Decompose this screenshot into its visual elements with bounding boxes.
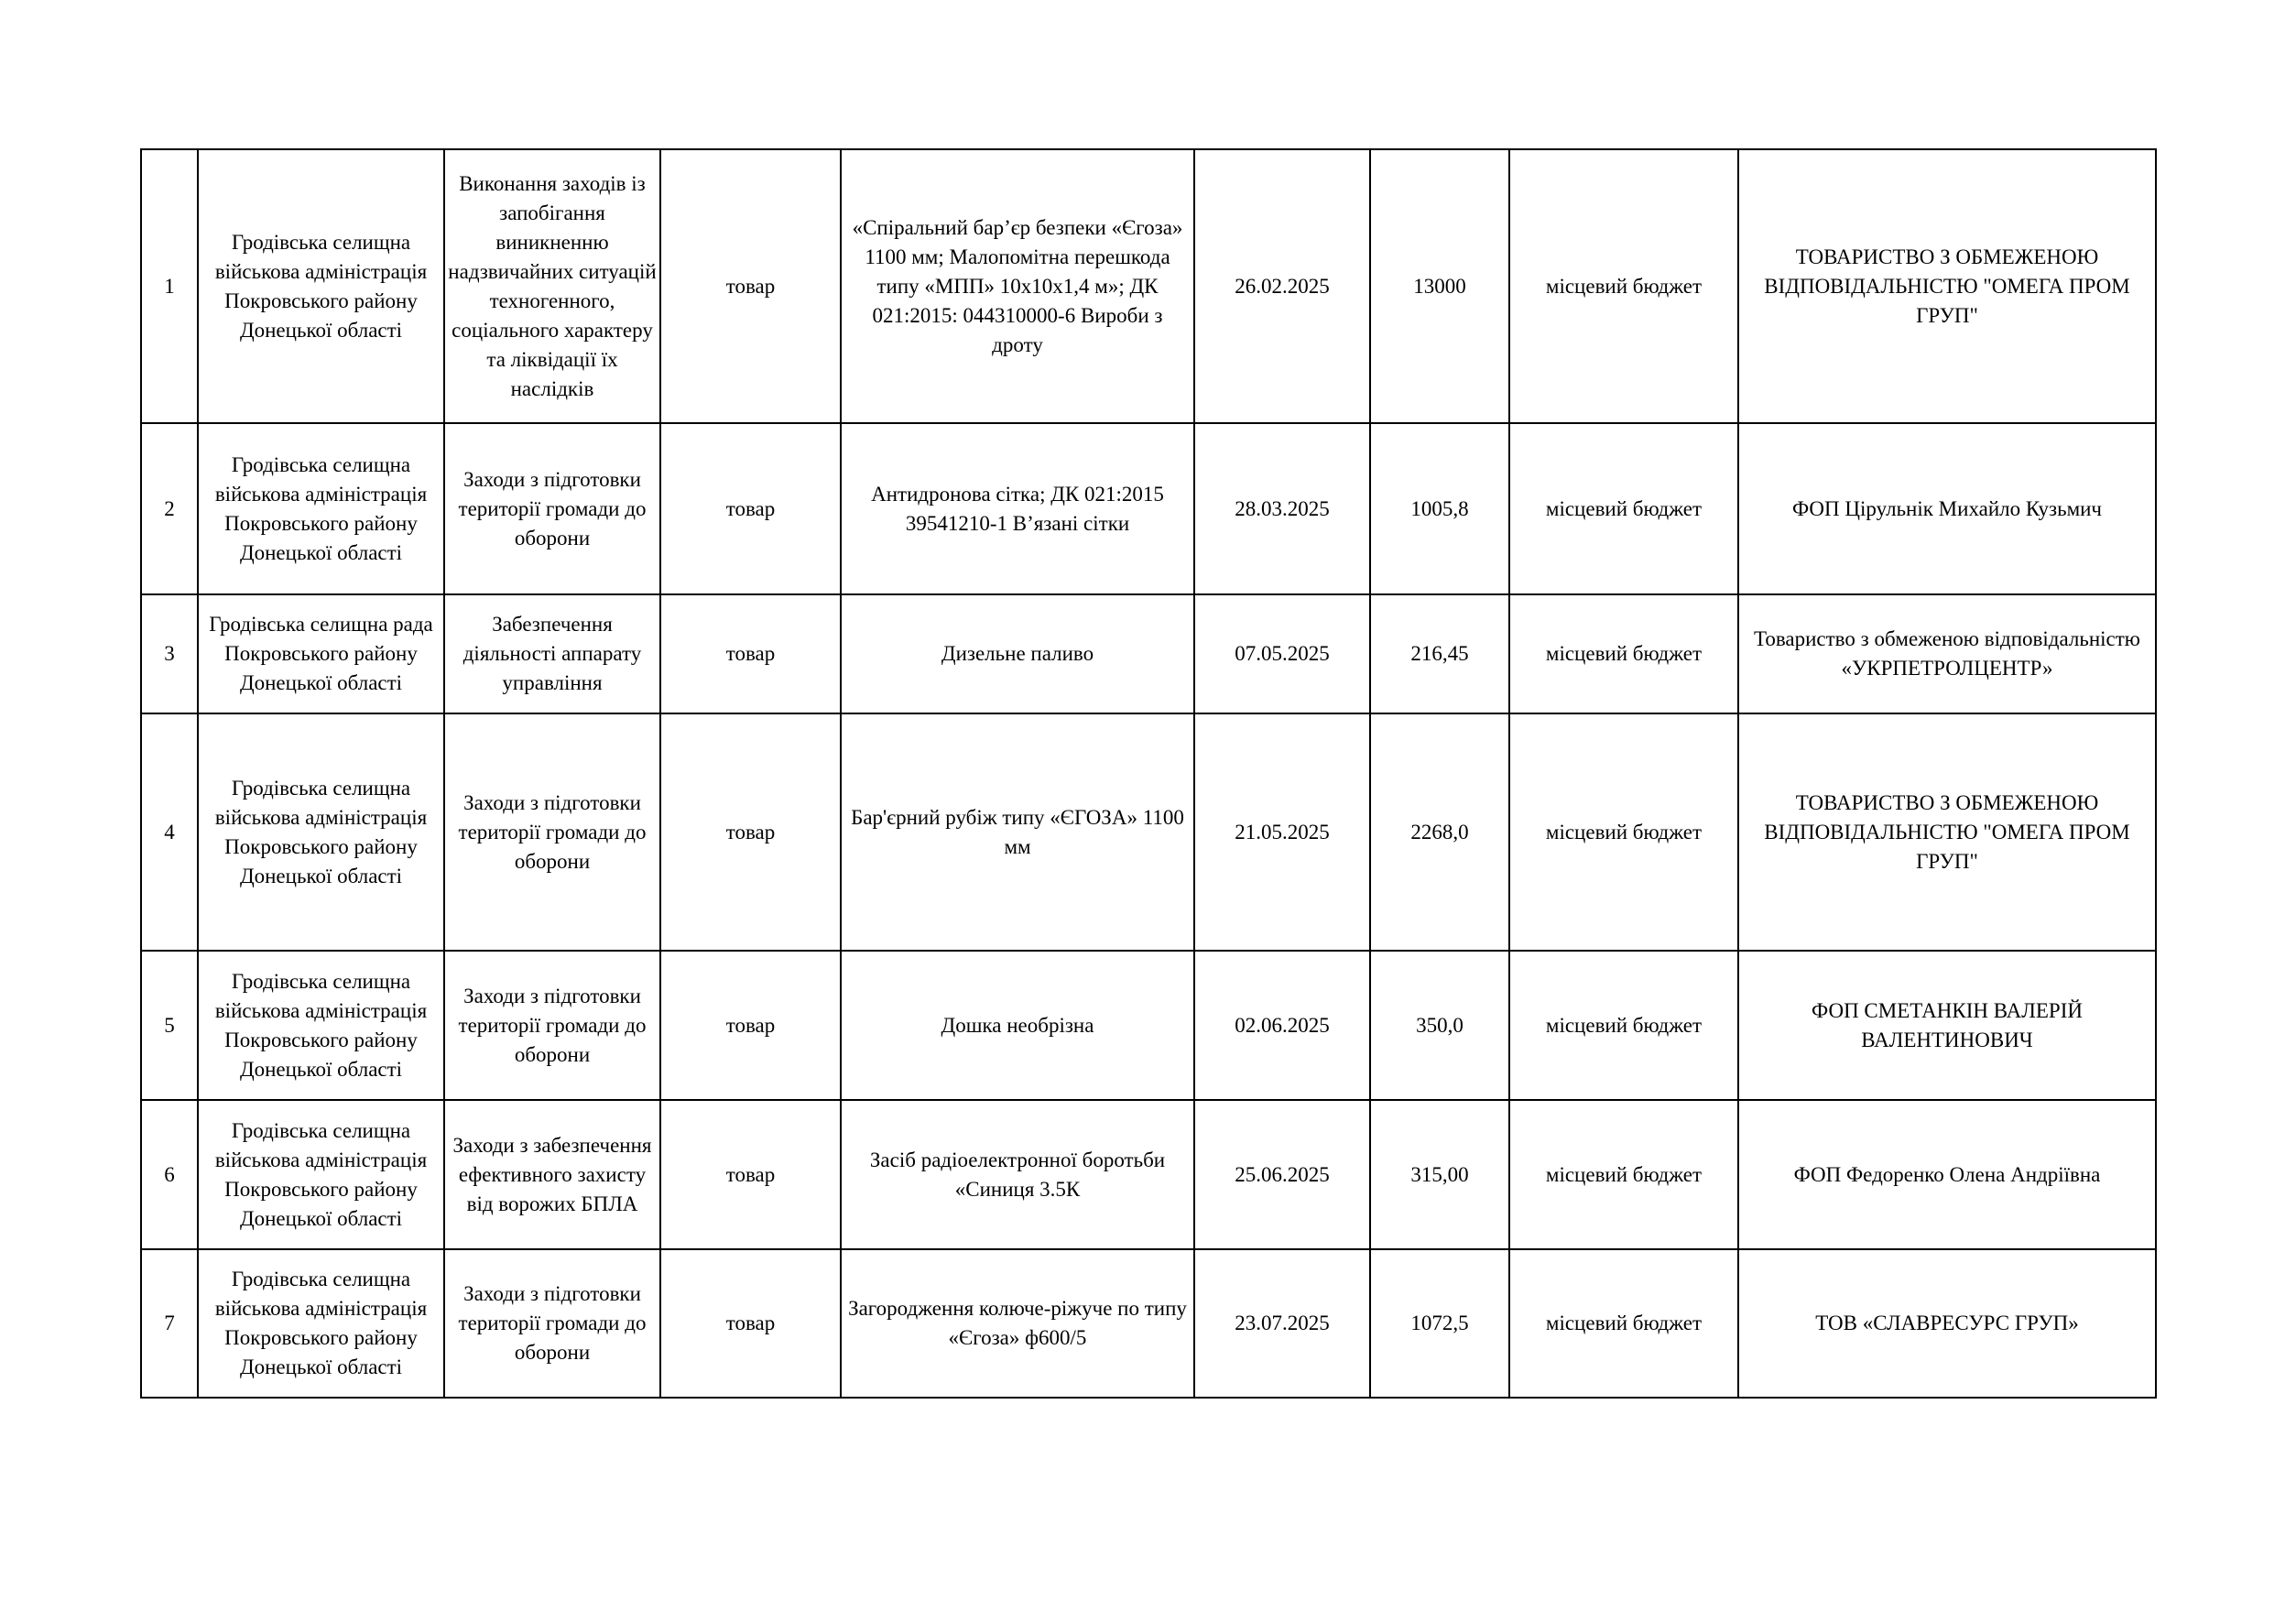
supplier-cell: ФОП СМЕТАНКІН ВАЛЕРІЙ ВАЛЕНТИНОВИЧ xyxy=(1738,951,2156,1100)
funding-source-cell: місцевий бюджет xyxy=(1509,1249,1738,1398)
subject-cell: Засіб радіоелектронної боротьби «Синиця 3.5К xyxy=(841,1100,1194,1249)
amount-cell: 1005,8 xyxy=(1370,423,1509,594)
subject-cell: Антидронова сітка; ДК 021:2015 39541210-1 В’язані сітки xyxy=(841,423,1194,594)
item-kind-cell: товар xyxy=(660,423,841,594)
customer-cell: Гродівська селищна рада Покровського району Донецької області xyxy=(198,594,444,713)
customer-cell: Гродівська селищна військова адміністрація Покровського району Донецької області xyxy=(198,149,444,423)
funding-source-cell: місцевий бюджет xyxy=(1509,713,1738,951)
subject-cell: Бар'єрний рубіж типу «ЄГОЗА» 1100 мм xyxy=(841,713,1194,951)
item-kind-cell: товар xyxy=(660,1249,841,1398)
purpose-cell: Заходи з забезпечення ефективного захисту від ворожих БПЛА xyxy=(444,1100,660,1249)
supplier-cell: ТОВАРИСТВО З ОБМЕЖЕНОЮ ВІДПОВІДАЛЬНІСТЮ "ОМЕГА ПРОМ ГРУП" xyxy=(1738,713,2156,951)
purpose-text: Виконання заходів із запобігання виникненню надзвичайних ситуацій техногенного, соціального характеру та ліквідації їх наслідків xyxy=(448,171,657,400)
table-row xyxy=(141,594,2156,713)
document-page xyxy=(140,148,2155,1399)
row-number: 7 xyxy=(141,1249,198,1398)
amount-cell: 1072,5 xyxy=(1370,1249,1509,1398)
row-number: 4 xyxy=(141,713,198,951)
customer-cell: Гродівська селищна військова адміністрація Покровського району Донецької області xyxy=(198,423,444,594)
purpose-cell: Заходи з підготовки території громади до оборони xyxy=(444,1249,660,1398)
customer-cell: Гродівська селищна військова адміністрація Покровського району Донецької області xyxy=(198,713,444,951)
row-number: 6 xyxy=(141,1100,198,1249)
item-kind-cell: товар xyxy=(660,951,841,1100)
date-cell: 02.06.2025 xyxy=(1194,951,1370,1100)
amount-cell: 315,00 xyxy=(1370,1100,1509,1249)
table-row xyxy=(141,423,2156,594)
table-row xyxy=(141,1249,2156,1398)
amount-cell: 216,45 xyxy=(1370,594,1509,713)
date-cell: 21.05.2025 xyxy=(1194,713,1370,951)
item-kind-cell: товар xyxy=(660,713,841,951)
purpose-cell: Заходи з підготовки території громади до оборони xyxy=(444,951,660,1100)
purpose-cell: Заходи з підготовки території громади до оборони xyxy=(444,423,660,594)
date-cell: 23.07.2025 xyxy=(1194,1249,1370,1398)
table-row xyxy=(141,951,2156,1100)
subject-cell: «Спіральний бар’єр безпеки «Єгоза» 1100 мм; Малопомітна перешкода типу «МПП» 10х10х1,4 м»; ДК 021:2015: 044310000-6 Вироби з дроту xyxy=(841,149,1194,423)
date-cell: 28.03.2025 xyxy=(1194,423,1370,594)
amount-cell: 13000 xyxy=(1370,149,1509,423)
supplier-cell: Товариство з обмеженою відповідальністю «УКРПЕТРОЛЦЕНТР» xyxy=(1738,594,2156,713)
subject-cell: Дошка необрізна xyxy=(841,951,1194,1100)
row-number: 5 xyxy=(141,951,198,1100)
row-number: 1 xyxy=(141,149,198,423)
purpose-cell xyxy=(444,149,660,423)
row-number: 3 xyxy=(141,594,198,713)
supplier-cell: ФОП Цірульнік Михайло Кузьмич xyxy=(1738,423,2156,594)
funding-source-cell: місцевий бюджет xyxy=(1509,594,1738,713)
item-kind-cell: товар xyxy=(660,594,841,713)
amount-cell: 350,0 xyxy=(1370,951,1509,1100)
customer-cell: Гродівська селищна військова адміністрація Покровського району Донецької області xyxy=(198,951,444,1100)
date-cell: 26.02.2025 xyxy=(1194,149,1370,423)
funding-source-cell: місцевий бюджет xyxy=(1509,423,1738,594)
subject-cell: Загородження колюче-ріжуче по типу «Єгоза» ф600/5 xyxy=(841,1249,1194,1398)
customer-cell: Гродівська селищна військова адміністрація Покровського району Донецької області xyxy=(198,1249,444,1398)
date-cell: 07.05.2025 xyxy=(1194,594,1370,713)
table-row xyxy=(141,149,2156,423)
supplier-cell: ТОВАРИСТВО З ОБМЕЖЕНОЮ ВІДПОВІДАЛЬНІСТЮ "ОМЕГА ПРОМ ГРУП" xyxy=(1738,149,2156,423)
supplier-cell: ФОП Федоренко Олена Андріївна xyxy=(1738,1100,2156,1249)
date-cell: 25.06.2025 xyxy=(1194,1100,1370,1249)
purpose-cell: Заходи з підготовки території громади до оборони xyxy=(444,713,660,951)
item-kind-cell: товар xyxy=(660,149,841,423)
row-number: 2 xyxy=(141,423,198,594)
table-row xyxy=(141,713,2156,951)
item-kind-cell: товар xyxy=(660,1100,841,1249)
table-row xyxy=(141,1100,2156,1249)
funding-source-cell: місцевий бюджет xyxy=(1509,149,1738,423)
supplier-cell: ТОВ «СЛАВРЕСУРС ГРУП» xyxy=(1738,1249,2156,1398)
funding-source-cell: місцевий бюджет xyxy=(1509,951,1738,1100)
subject-cell: Дизельне паливо xyxy=(841,594,1194,713)
amount-cell: 2268,0 xyxy=(1370,713,1509,951)
purpose-cell: Забезпечення діяльності аппарату управління xyxy=(444,594,660,713)
customer-cell: Гродівська селищна військова адміністрація Покровського району Донецької області xyxy=(198,1100,444,1249)
funding-source-cell: місцевий бюджет xyxy=(1509,1100,1738,1249)
procurement-table xyxy=(140,148,2157,1399)
